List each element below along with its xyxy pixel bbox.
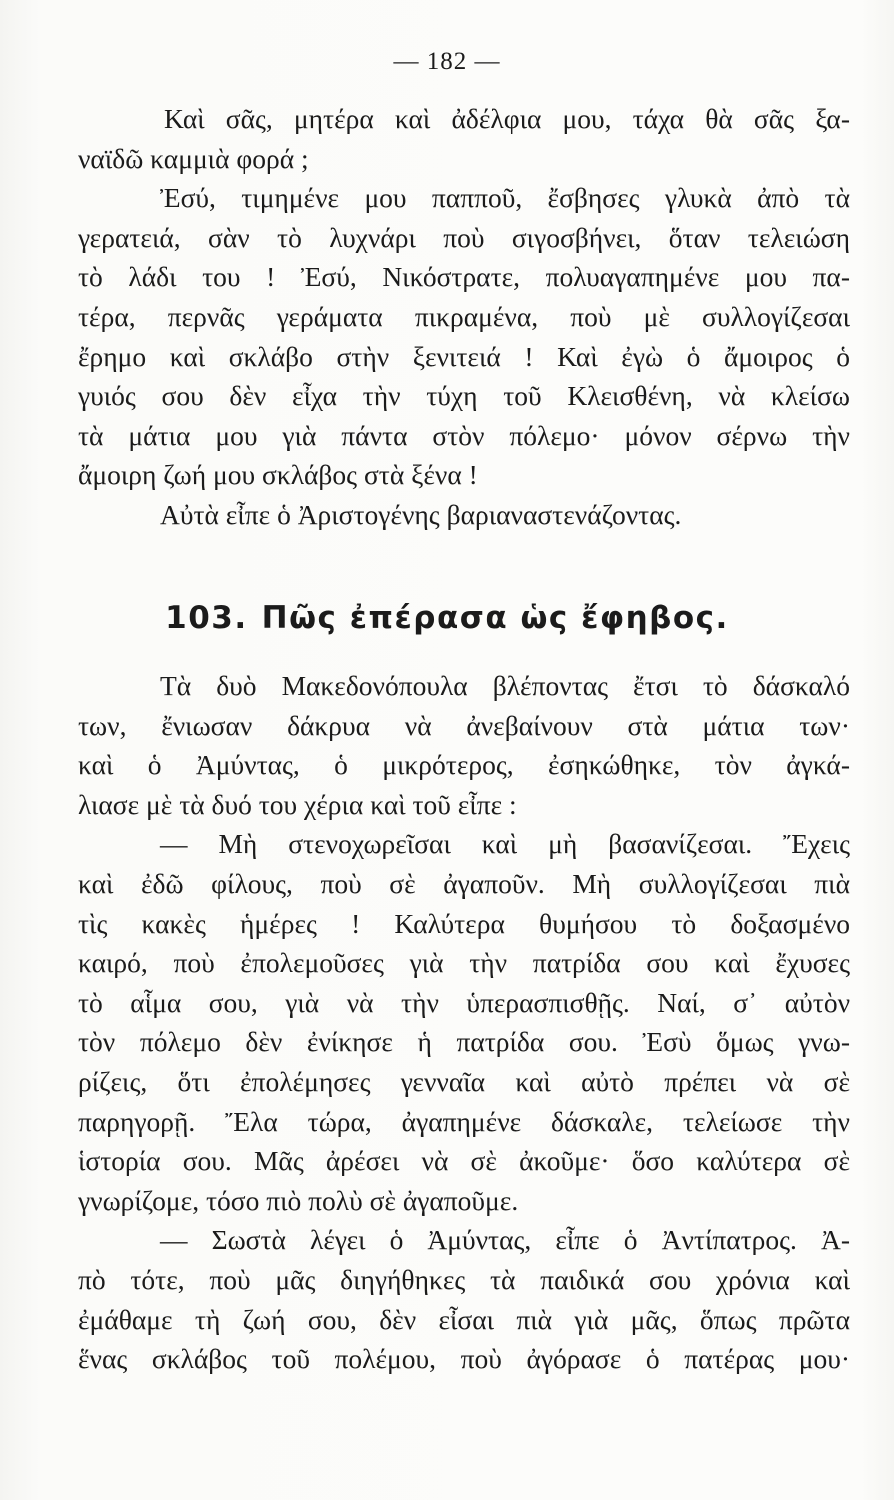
text-line: Καὶ σᾶς, μητέρα καὶ ἀδέλφια μου, τάχα θὰ σᾶς ξα- <box>164 103 850 134</box>
text-line: Αὐτὰ εἶπε ὁ Ἀριστογένης βαριαναστενάζοντας. <box>160 498 682 530</box>
text-line: γερατειά, σὰν τὸ λυχνάρι ποὺ σιγοσβήνει, ὅταν τελειώση <box>78 221 850 253</box>
text-line: ἄμοιρη ζωή μου σκλάβος στὰ ξένα ! <box>78 459 478 491</box>
text-line: ἔρημο καὶ σκλάβο στὴν ξενιτειά ! Καὶ ἐγὼ ὁ ἄμοιρος ὁ <box>78 340 850 372</box>
text-line: καὶ ἐδῶ φίλους, ποὺ σὲ ἀγαποῦν. Μὴ συλλογίζεσαι πιὰ <box>78 867 850 899</box>
chapter-number: 103. <box>165 600 248 636</box>
text-line: τὸ λάδι του ! Ἐσύ, Νικόστρατε, πολυαγαπημένε μου πα- <box>78 261 850 293</box>
text-line: ἐμάθαμε τὴ ζωή σου, δὲν εἶσαι πιὰ γιὰ μᾶς, ὅπως πρῶτα <box>78 1303 850 1335</box>
section-2-text <box>78 666 850 1379</box>
chapter-title: Πῶς ἐπέρασα ὡς ἔφηβος. <box>261 600 729 636</box>
chapter-heading <box>0 600 894 636</box>
text-line: τὰ μάτια μου γιὰ πάντα στὸν πόλεμο· μόνον σέρνω τὴν <box>78 419 850 451</box>
section-1-text <box>78 99 850 535</box>
text-line: καὶ ὁ Ἀμύντας, ὁ μικρότερος, ἐσηκώθηκε, τὸν ἀγκά- <box>78 749 850 781</box>
text-line: γνωρίζομε, τόσο πιὸ πολὺ σὲ ἀγαποῦμε. <box>78 1184 519 1216</box>
text-line: καιρό, ποὺ ἐπολεμοῦσες γιὰ τὴν πατρίδα σου καὶ ἔχυσες <box>78 947 850 979</box>
text-line: των, ἔνιωσαν δάκρυα νὰ ἀνεβαίνουν στὰ μάτια των· <box>78 709 850 741</box>
text-line: πὸ τότε, ποὺ μᾶς διηγήθηκες τὰ παιδικά σου χρόνια καὶ <box>78 1263 850 1295</box>
text-line: ναϊδῶ καμμιὰ φορά ; <box>78 142 309 174</box>
text-line: λιασε μὲ τὰ δυό του χέρια καὶ τοῦ εἶπε : <box>78 788 517 820</box>
text-line: ἱστορία σου. Μᾶς ἀρέσει νὰ σὲ ἀκοῦμε· ὅσο καλύτερα σὲ <box>78 1145 850 1177</box>
text-line: γυιός σου δὲν εἶχα τὴν τύχη τοῦ Κλεισθένη, νὰ κλείσω <box>78 380 850 412</box>
text-line: Ἐσύ, τιμημένε μου παπποῦ, ἔσβησες γλυκὰ ἀπὸ τὰ <box>160 182 850 214</box>
text-line: Τὰ δυὸ Μακεδονόπουλα βλέποντας ἔτσι τὸ δάσκαλό <box>160 670 850 701</box>
text-line: παρηγορῇ. Ἔλα τώρα, ἀγαπημένε δάσκαλε, τελείωσε τὴν <box>78 1105 850 1137</box>
text-line: τέρα, περνᾶς γεράματα πικραμένα, ποὺ μὲ συλλογίζεσαι <box>78 300 850 332</box>
text-line: ἕνας σκλάβος τοῦ πολέμου, ποὺ ἀγόρασε ὁ πατέρας μου· <box>78 1343 850 1375</box>
text-line: τὶς κακὲς ἡμέρες ! Καλύτερα θυμήσου τὸ δοξασμένο <box>78 907 850 939</box>
text-line: τὸ αἷμα σου, γιὰ νὰ τὴν ὑπερασπισθῇς. Ναί, σ᾽ αὐτὸν <box>78 986 850 1018</box>
text-line: — Μὴ στενοχωρεῖσαι καὶ μὴ βασανίζεσαι. Ἔχεις <box>160 828 850 860</box>
page-number: — 182 — <box>393 48 501 75</box>
text-line: ρίζεις, ὅτι ἐπολέμησες γενναῖα καὶ αὐτὸ πρέπει νὰ σὲ <box>78 1065 850 1097</box>
text-line: τὸν πόλεμο δὲν ἐνίκησε ἡ πατρίδα σου. Ἐσὺ ὅμως γνω- <box>78 1026 850 1058</box>
text-line: — Σωστὰ λέγει ὁ Ἀμύντας, εἶπε ὁ Ἀντίπατρος. Ἀ- <box>160 1224 850 1256</box>
